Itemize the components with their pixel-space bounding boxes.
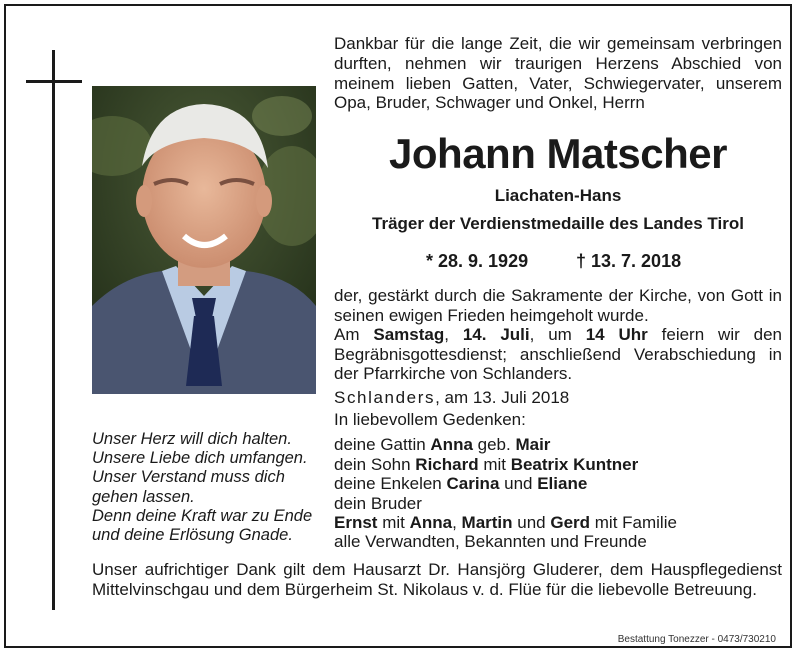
- cross-horizontal-bar: [26, 80, 82, 83]
- mourner-relatives: alle Verwandten, Bekannten und Freunde: [334, 532, 647, 552]
- text-fragment: und: [512, 513, 551, 533]
- text-fragment: deine Enkelen: [334, 474, 447, 494]
- mourner-name: Anna: [430, 435, 473, 455]
- mourner-name: Richard: [415, 454, 479, 474]
- sacrament-paragraph: der, gestärkt durch die Sakramente der Kirche, von Gott in seinen ewigen Frieden heimgeholt wurde.: [334, 286, 782, 325]
- funeral-home-credit: Bestattung Tonezzer - 0473/730210: [617, 634, 776, 645]
- text-fragment: feiern wir den Begräbnisgottesdienst; anschließend Verabschiedung in der Pfarrkirche von Schlanders.: [334, 325, 782, 384]
- text-fragment: deine Gattin: [334, 435, 431, 455]
- mourners-heading: In liebevollem Gedenken:: [334, 410, 526, 429]
- cross-vertical-bar: [52, 50, 55, 610]
- poem-line: Unsere Liebe dich umfangen.: [92, 449, 308, 468]
- mourner-name: Beatrix Kuntner: [510, 454, 639, 474]
- text-fragment: mit: [478, 454, 511, 474]
- thanks-paragraph: Unser aufrichtiger Dank gilt dem Hausarzt Dr. Hansjörg Gluderer, dem Hauspflegedienst Mittelvinschgau und dem Bürgerheim St. Nikolaus v. d. Flüe für die liebevolle Betreuung.: [92, 560, 782, 599]
- service-announcement: [334, 286, 782, 384]
- poem-line: Unser Herz will dich halten.: [92, 430, 292, 448]
- text-fragment: ,: [444, 325, 463, 345]
- poem: [92, 430, 324, 545]
- text-fragment: , um: [529, 325, 586, 345]
- date-text: , am 13. Juli 2018: [435, 388, 570, 407]
- portrait-photo: [92, 86, 316, 394]
- funeral-day: Samstag: [373, 325, 445, 345]
- mourner-name: Carina: [446, 474, 500, 494]
- mourners-list: [334, 410, 782, 552]
- funeral-paragraph: [334, 325, 782, 384]
- mourner-name: Gerd: [550, 513, 591, 533]
- mourner-son: [334, 455, 782, 474]
- mourner-name: Ernst: [334, 513, 378, 533]
- obituary-frame: [4, 4, 792, 648]
- mourner-name: Mair: [515, 435, 551, 455]
- text-fragment: dein Sohn: [334, 454, 416, 474]
- mourner-grandchildren: [334, 474, 782, 493]
- place-date-line: [334, 388, 782, 408]
- award-line: Träger der Verdienstmedaille des Landes Tirol: [372, 214, 744, 233]
- poem-line: und deine Erlösung Gnade.: [92, 526, 293, 545]
- poem-line: Unser Verstand muss dich: [92, 468, 285, 487]
- text-fragment: Am: [334, 325, 374, 345]
- portrait-illustration: [92, 86, 316, 394]
- mourner-wife: [334, 435, 782, 454]
- intro-text: Dankbar für die lange Zeit, die wir gemeinsam verbringen durften, nehmen wir traurigen Herzens Abschied von meinem lieben Gatten, Vater, Schwiegervater, unserem Opa, Bruder, Schwager und Onkel, Herrn: [334, 34, 782, 113]
- mourner-brother-label: dein Bruder: [334, 493, 422, 513]
- mourner-name: Anna: [409, 513, 453, 533]
- text-fragment: ,: [452, 513, 462, 533]
- deceased-name: Johann Matscher: [389, 130, 727, 177]
- mourner-name: Eliane: [537, 474, 588, 494]
- mourner-siblings: [334, 513, 782, 532]
- death-date: † 13. 7. 2018: [576, 251, 682, 271]
- nickname: Liachaten-Hans: [494, 186, 622, 205]
- town: Schlanders: [334, 388, 436, 407]
- funeral-date: 14. Juli: [462, 325, 530, 345]
- text-fragment: mit Familie: [590, 513, 677, 533]
- mourner-name: Martin: [461, 513, 513, 533]
- poem-line: gehen lassen.: [92, 487, 195, 506]
- funeral-time: 14 Uhr: [585, 325, 648, 345]
- text-fragment: geb.: [472, 435, 516, 455]
- birth-date: * 28. 9. 1929: [426, 251, 529, 271]
- poem-line: Denn deine Kraft war zu Ende: [92, 506, 313, 525]
- text-fragment: mit: [377, 513, 410, 533]
- text-fragment: und: [499, 474, 538, 494]
